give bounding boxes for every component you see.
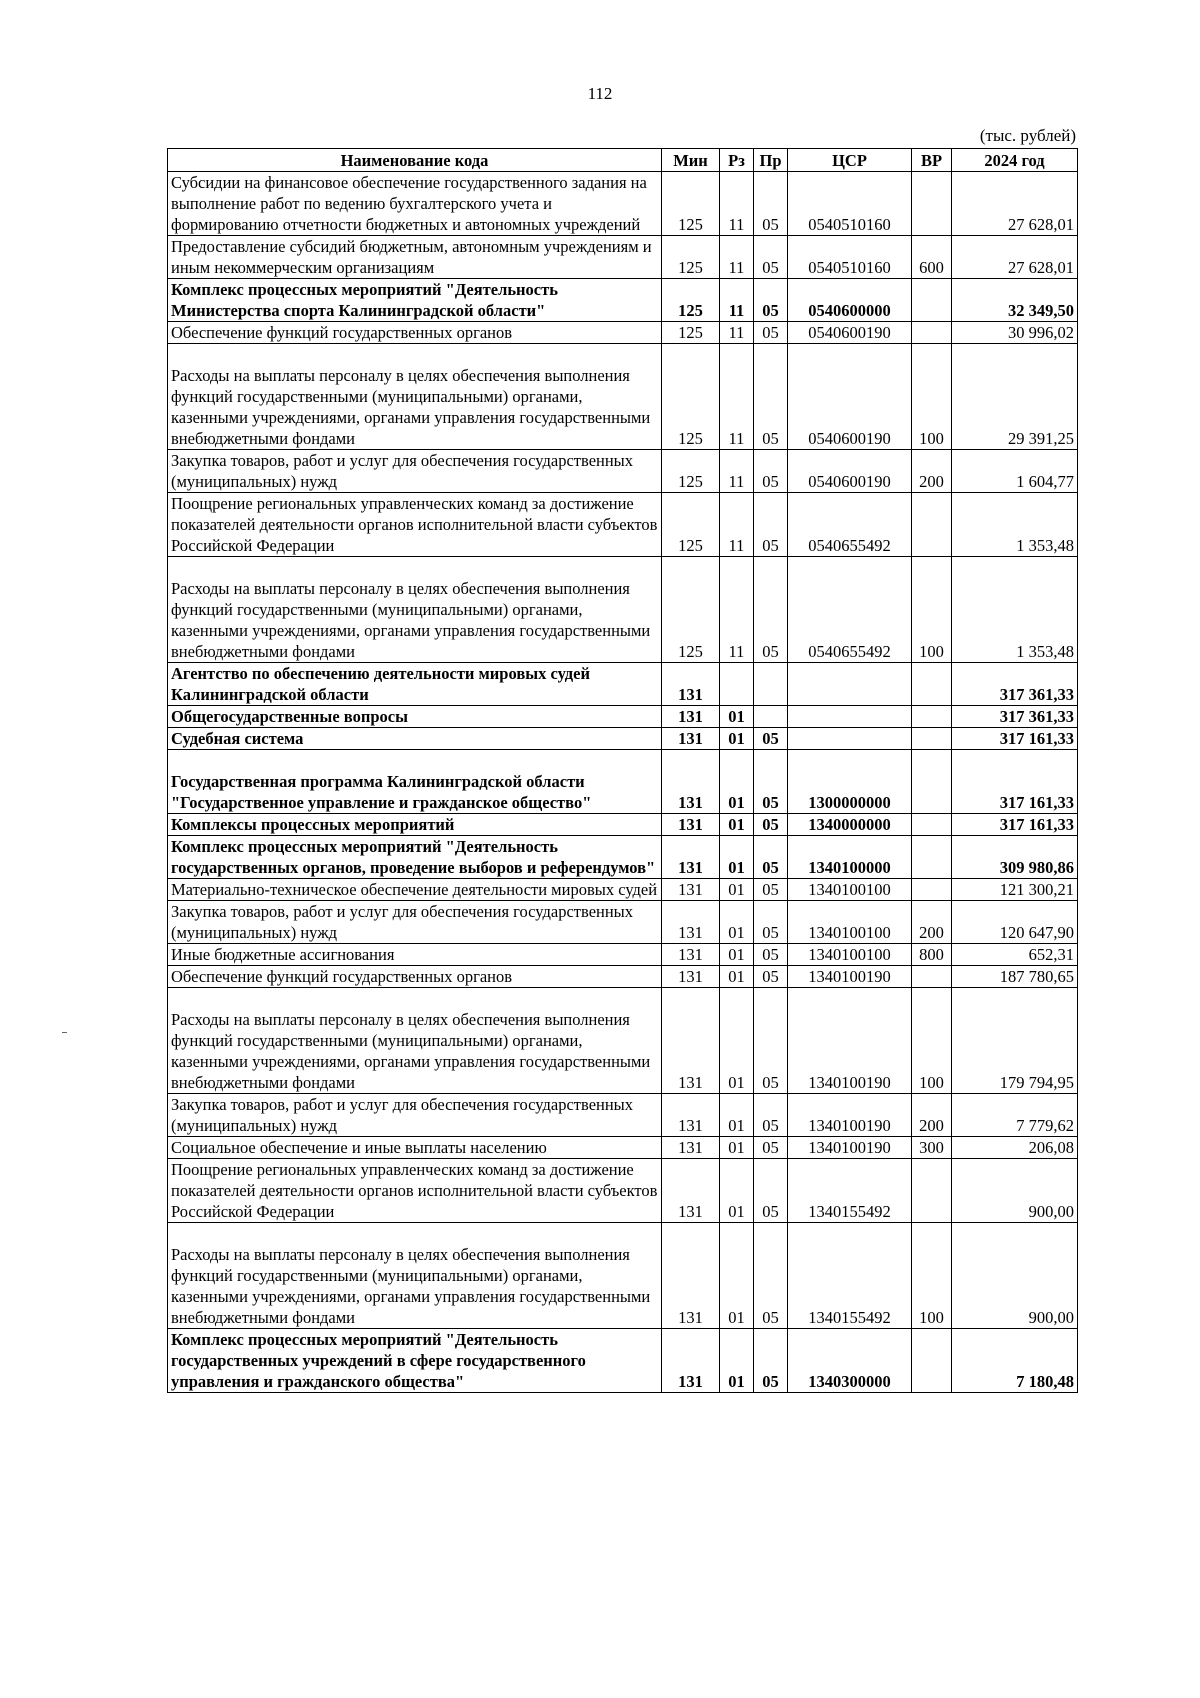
cell-name: Комплекс процессных мероприятий "Деятельность государственных органов, проведение выборов и референдумов" (168, 836, 662, 879)
table-row (168, 750, 1078, 814)
cell-rz: 11 (720, 279, 754, 322)
cell-pr (754, 706, 788, 728)
table-row (168, 663, 1078, 706)
table-row (168, 322, 1078, 344)
cell-amount: 29 391,25 (952, 344, 1078, 450)
cell-pr: 05 (754, 750, 788, 814)
table-row (168, 493, 1078, 557)
cell-min: 125 (662, 172, 720, 236)
cell-min: 125 (662, 236, 720, 279)
cell-pr: 05 (754, 879, 788, 901)
header-year: 2024 год (952, 149, 1078, 172)
cell-vr (912, 322, 952, 344)
cell-vr: 100 (912, 344, 952, 450)
cell-csr: 1340100190 (788, 966, 912, 988)
cell-rz (720, 663, 754, 706)
table-body (168, 172, 1078, 1393)
cell-name: Закупка товаров, работ и услуг для обеспечения государственных (муниципальных) нужд (168, 901, 662, 944)
table-row (168, 1159, 1078, 1223)
cell-vr: 200 (912, 450, 952, 493)
cell-pr: 05 (754, 1137, 788, 1159)
cell-name: Расходы на выплаты персоналу в целях обеспечения выполнения функций государственными (муниципальными) органами, казенными учреждениями, органами управления государственными внебюджетными фондами (168, 1223, 662, 1329)
header-name: Наименование кода (168, 149, 662, 172)
cell-pr: 05 (754, 966, 788, 988)
cell-amount: 32 349,50 (952, 279, 1078, 322)
cell-rz: 01 (720, 966, 754, 988)
cell-csr: 1340100190 (788, 988, 912, 1094)
cell-amount: 206,08 (952, 1137, 1078, 1159)
cell-csr: 1340155492 (788, 1223, 912, 1329)
cell-csr: 1340100100 (788, 879, 912, 901)
cell-rz: 01 (720, 879, 754, 901)
table-row (168, 901, 1078, 944)
cell-rz: 01 (720, 706, 754, 728)
cell-vr (912, 750, 952, 814)
cell-name: Расходы на выплаты персоналу в целях обеспечения выполнения функций государственными (муниципальными) органами, казенными учреждениями, органами управления государственными внебюджетными фондами (168, 988, 662, 1094)
units-label: (тыс. рублей) (979, 126, 1076, 145)
cell-min: 125 (662, 279, 720, 322)
header-min: Мин (662, 149, 720, 172)
cell-rz: 11 (720, 450, 754, 493)
cell-csr: 1340100190 (788, 1137, 912, 1159)
cell-csr: 1340155492 (788, 1159, 912, 1223)
cell-rz: 01 (720, 836, 754, 879)
cell-amount: 317 161,33 (952, 814, 1078, 836)
cell-min: 131 (662, 750, 720, 814)
cell-vr (912, 663, 952, 706)
cell-pr: 05 (754, 172, 788, 236)
cell-csr: 1340000000 (788, 814, 912, 836)
cell-min: 131 (662, 1137, 720, 1159)
cell-csr: 0540510160 (788, 172, 912, 236)
page-number: 112 (587, 84, 613, 103)
cell-amount: 30 996,02 (952, 322, 1078, 344)
cell-pr: 05 (754, 1094, 788, 1137)
cell-amount: 120 647,90 (952, 901, 1078, 944)
cell-pr: 05 (754, 344, 788, 450)
cell-rz: 11 (720, 557, 754, 663)
cell-amount: 317 161,33 (952, 750, 1078, 814)
header-vr: ВР (912, 149, 952, 172)
cell-amount: 317 361,33 (952, 706, 1078, 728)
cell-min: 125 (662, 493, 720, 557)
cell-rz: 01 (720, 1223, 754, 1329)
cell-csr: 0540655492 (788, 493, 912, 557)
cell-pr: 05 (754, 450, 788, 493)
cell-csr: 1340100100 (788, 944, 912, 966)
cell-name: Субсидии на финансовое обеспечение государственного задания на выполнение работ по ведению бухгалтерского учета и формированию отчетности бюджетных и автономных учреждений (168, 172, 662, 236)
cell-rz: 01 (720, 1159, 754, 1223)
cell-pr: 05 (754, 1159, 788, 1223)
cell-rz: 11 (720, 172, 754, 236)
cell-min: 131 (662, 1159, 720, 1223)
cell-amount: 121 300,21 (952, 879, 1078, 901)
table-row (168, 1329, 1078, 1393)
cell-csr: 0540600190 (788, 450, 912, 493)
cell-vr: 300 (912, 1137, 952, 1159)
cell-min: 131 (662, 663, 720, 706)
cell-amount: 179 794,95 (952, 988, 1078, 1094)
cell-rz: 01 (720, 814, 754, 836)
cell-vr: 600 (912, 236, 952, 279)
table-row (168, 344, 1078, 450)
cell-name: Обеспечение функций государственных органов (168, 966, 662, 988)
cell-name: Материально-техническое обеспечение деятельности мировых судей (168, 879, 662, 901)
cell-name: Комплексы процессных мероприятий (168, 814, 662, 836)
cell-vr (912, 814, 952, 836)
cell-min: 131 (662, 1329, 720, 1393)
cell-pr: 05 (754, 1223, 788, 1329)
cell-vr (912, 493, 952, 557)
cell-vr (912, 1159, 952, 1223)
cell-pr: 05 (754, 557, 788, 663)
cell-name: Закупка товаров, работ и услуг для обеспечения государственных (муниципальных) нужд (168, 450, 662, 493)
cell-name: Иные бюджетные ассигнования (168, 944, 662, 966)
cell-csr: 0540600000 (788, 279, 912, 322)
cell-name: Государственная программа Калининградской области "Государственное управление и гражданское общество" (168, 750, 662, 814)
cell-amount: 1 353,48 (952, 557, 1078, 663)
table-row (168, 236, 1078, 279)
cell-vr: 100 (912, 1223, 952, 1329)
cell-min: 125 (662, 322, 720, 344)
cell-rz: 01 (720, 1137, 754, 1159)
cell-vr: 100 (912, 988, 952, 1094)
cell-amount: 652,31 (952, 944, 1078, 966)
cell-min: 131 (662, 706, 720, 728)
cell-rz: 01 (720, 901, 754, 944)
cell-name: Предоставление субсидий бюджетным, автономным учреждениям и иным некоммерческим организациям (168, 236, 662, 279)
header-pr: Пр (754, 149, 788, 172)
cell-vr (912, 728, 952, 750)
cell-pr: 05 (754, 944, 788, 966)
cell-min: 131 (662, 836, 720, 879)
cell-csr: 1300000000 (788, 750, 912, 814)
cell-pr: 05 (754, 836, 788, 879)
cell-pr: 05 (754, 901, 788, 944)
cell-min: 125 (662, 344, 720, 450)
cell-vr (912, 1329, 952, 1393)
cell-csr: 1340300000 (788, 1329, 912, 1393)
cell-vr: 800 (912, 944, 952, 966)
table-row (168, 836, 1078, 879)
cell-min: 131 (662, 1094, 720, 1137)
cell-amount: 187 780,65 (952, 966, 1078, 988)
cell-pr: 05 (754, 322, 788, 344)
table-row (168, 966, 1078, 988)
cell-name: Социальное обеспечение и иные выплаты населению (168, 1137, 662, 1159)
cell-amount: 27 628,01 (952, 236, 1078, 279)
cell-pr: 05 (754, 1329, 788, 1393)
cell-min: 131 (662, 879, 720, 901)
cell-amount: 1 353,48 (952, 493, 1078, 557)
cell-pr: 05 (754, 728, 788, 750)
cell-name: Комплекс процессных мероприятий "Деятельность государственных учреждений в сфере государственного управления и гражданского общества" (168, 1329, 662, 1393)
cell-name: Расходы на выплаты персоналу в целях обеспечения выполнения функций государственными (муниципальными) органами, казенными учреждениями, органами управления государственными внебюджетными фондами (168, 557, 662, 663)
table-row (168, 1137, 1078, 1159)
cell-csr (788, 706, 912, 728)
table-row (168, 279, 1078, 322)
table-row (168, 172, 1078, 236)
table-row (168, 1094, 1078, 1137)
cell-amount: 900,00 (952, 1159, 1078, 1223)
cell-csr: 1340100190 (788, 1094, 912, 1137)
header-csr: ЦСР (788, 149, 912, 172)
cell-amount: 317 161,33 (952, 728, 1078, 750)
cell-vr (912, 966, 952, 988)
cell-csr: 0540510160 (788, 236, 912, 279)
cell-csr: 0540600190 (788, 322, 912, 344)
cell-amount: 27 628,01 (952, 172, 1078, 236)
cell-csr: 0540600190 (788, 344, 912, 450)
cell-csr (788, 728, 912, 750)
cell-name: Поощрение региональных управленческих команд за достижение показателей деятельности органов исполнительной власти субъектов Российской Федерации (168, 1159, 662, 1223)
table-header-row (168, 149, 1078, 172)
cell-rz: 11 (720, 236, 754, 279)
table-row (168, 728, 1078, 750)
cell-min: 131 (662, 1223, 720, 1329)
cell-amount: 309 980,86 (952, 836, 1078, 879)
cell-name: Закупка товаров, работ и услуг для обеспечения государственных (муниципальных) нужд (168, 1094, 662, 1137)
cell-vr (912, 836, 952, 879)
cell-vr (912, 706, 952, 728)
cell-pr (754, 663, 788, 706)
cell-rz: 01 (720, 944, 754, 966)
table-row (168, 557, 1078, 663)
table-row (168, 944, 1078, 966)
cell-min: 131 (662, 944, 720, 966)
cell-vr (912, 172, 952, 236)
table-row (168, 988, 1078, 1094)
cell-pr: 05 (754, 236, 788, 279)
cell-vr (912, 279, 952, 322)
cell-vr (912, 879, 952, 901)
cell-rz: 01 (720, 988, 754, 1094)
cell-amount: 900,00 (952, 1223, 1078, 1329)
cell-min: 131 (662, 728, 720, 750)
cell-rz: 01 (720, 750, 754, 814)
cell-csr: 1340100000 (788, 836, 912, 879)
cell-rz: 11 (720, 322, 754, 344)
cell-min: 131 (662, 901, 720, 944)
cell-csr: 1340100100 (788, 901, 912, 944)
budget-table (167, 148, 1078, 1393)
cell-rz: 11 (720, 344, 754, 450)
cell-rz: 01 (720, 1094, 754, 1137)
cell-name: Общегосударственные вопросы (168, 706, 662, 728)
cell-pr: 05 (754, 988, 788, 1094)
cell-pr: 05 (754, 279, 788, 322)
cell-pr: 05 (754, 814, 788, 836)
table-row (168, 879, 1078, 901)
table-row (168, 814, 1078, 836)
cell-min: 125 (662, 450, 720, 493)
table-row (168, 706, 1078, 728)
cell-vr: 200 (912, 901, 952, 944)
cell-name: Расходы на выплаты персоналу в целях обеспечения выполнения функций государственными (муниципальными) органами, казенными учреждениями, органами управления государственными внебюджетными фондами (168, 344, 662, 450)
cell-amount: 1 604,77 (952, 450, 1078, 493)
cell-min: 125 (662, 557, 720, 663)
cell-rz: 01 (720, 1329, 754, 1393)
cell-csr: 0540655492 (788, 557, 912, 663)
cell-rz: 01 (720, 728, 754, 750)
cell-min: 131 (662, 814, 720, 836)
cell-amount: 7 180,48 (952, 1329, 1078, 1393)
cell-rz: 11 (720, 493, 754, 557)
cell-name: Комплекс процессных мероприятий "Деятельность Министерства спорта Калининградской области" (168, 279, 662, 322)
cell-name: Обеспечение функций государственных органов (168, 322, 662, 344)
cell-amount: 317 361,33 (952, 663, 1078, 706)
table-row (168, 450, 1078, 493)
cell-vr: 100 (912, 557, 952, 663)
cell-amount: 7 779,62 (952, 1094, 1078, 1137)
header-rz: Рз (720, 149, 754, 172)
scan-mark (62, 1032, 67, 1033)
cell-vr: 200 (912, 1094, 952, 1137)
cell-pr: 05 (754, 493, 788, 557)
cell-min: 131 (662, 966, 720, 988)
cell-name: Поощрение региональных управленческих команд за достижение показателей деятельности органов исполнительной власти субъектов Российской Федерации (168, 493, 662, 557)
table-row (168, 1223, 1078, 1329)
cell-csr (788, 663, 912, 706)
cell-name: Агентство по обеспечению деятельности мировых судей Калининградской области (168, 663, 662, 706)
cell-name: Судебная система (168, 728, 662, 750)
cell-min: 131 (662, 988, 720, 1094)
